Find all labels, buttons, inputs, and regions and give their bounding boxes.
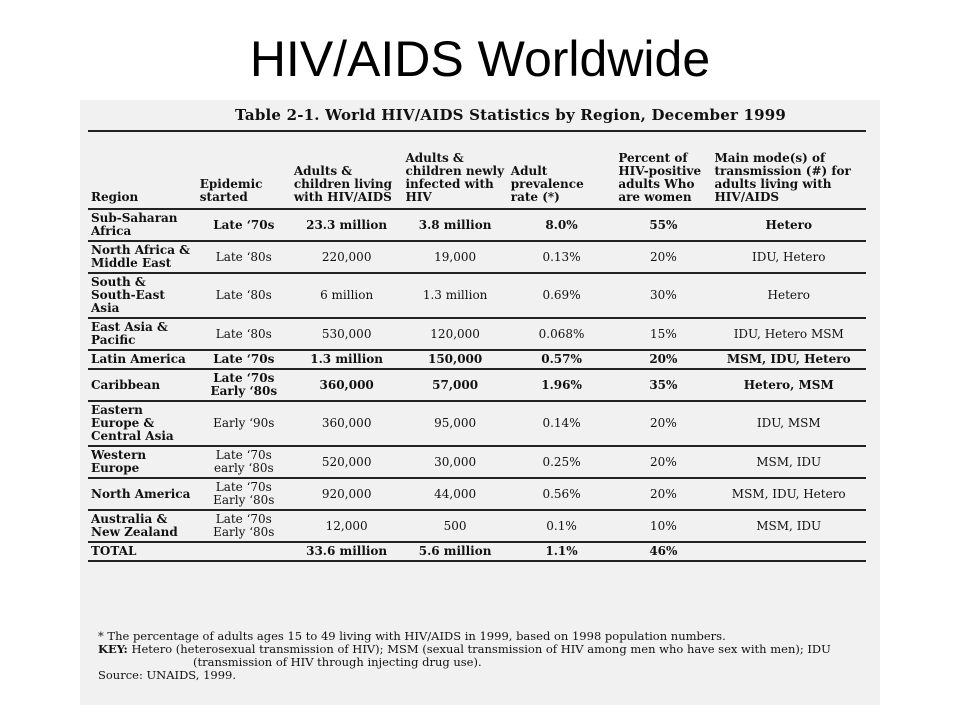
cell-prevalence: 0.1% — [508, 510, 616, 542]
table-row — [88, 273, 866, 318]
table-row — [88, 350, 866, 369]
cell-living: 530,000 — [291, 318, 403, 350]
header-percent-women: Percent of HIV-positive adults Who are women — [615, 131, 711, 209]
cell-women: 20% — [615, 241, 711, 273]
cell-mode: MSM, IDU, Hetero — [711, 478, 866, 510]
cell-started — [197, 542, 291, 561]
header-transmission-mode: Main mode(s) of transmission (#) for adults living with HIV/AIDS — [711, 131, 866, 209]
cell-new: 57,000 — [402, 369, 507, 401]
cell-living: 6 million — [291, 273, 403, 318]
cell-mode: IDU, MSM — [711, 401, 866, 446]
cell-new: 120,000 — [402, 318, 507, 350]
cell-living: 220,000 — [291, 241, 403, 273]
cell-living: 33.6 million — [291, 542, 403, 561]
key-text-continued: (transmission of HIV through injecting drug use). — [193, 655, 482, 669]
cell-women: 55% — [615, 209, 711, 241]
slide-title: HIV/AIDS Worldwide — [249, 31, 711, 87]
cell-women: 20% — [615, 446, 711, 478]
footnote: * The percentage of adults ages 15 to 49 living with HIV/AIDS in 1999, based on 1998 population numbers. — [98, 629, 726, 643]
header-region: Region — [88, 131, 197, 209]
table-row — [88, 369, 866, 401]
cell-region: Latin America — [88, 350, 197, 369]
cell-mode: Hetero, MSM — [711, 369, 866, 401]
cell-women: 10% — [615, 510, 711, 542]
cell-region: East Asia & Pacific — [88, 318, 197, 350]
table-row — [88, 446, 866, 478]
cell-women: 46% — [615, 542, 711, 561]
table-row — [88, 510, 866, 542]
cell-new: 5.6 million — [402, 542, 507, 561]
cell-prevalence: 1.1% — [508, 542, 616, 561]
cell-living: 360,000 — [291, 401, 403, 446]
table-caption: Table 2-1. World HIV/AIDS Statistics by Region, December 1999 — [235, 106, 787, 124]
cell-living: 360,000 — [291, 369, 403, 401]
header-prevalence-rate: Adult prevalence rate (*) — [508, 131, 616, 209]
cell-started: Late ‘80s — [197, 318, 291, 350]
cell-prevalence: 0.068% — [508, 318, 616, 350]
scanned-table-image — [80, 100, 880, 705]
cell-mode: Hetero — [711, 209, 866, 241]
cell-mode — [711, 542, 866, 561]
cell-new: 30,000 — [402, 446, 507, 478]
header-row — [88, 131, 866, 209]
header-living-with-hiv: Adults & children living with HIV/AIDS — [291, 131, 403, 209]
cell-new: 95,000 — [402, 401, 507, 446]
cell-started: Late ‘80s — [197, 273, 291, 318]
cell-region: North America — [88, 478, 197, 510]
cell-prevalence: 0.14% — [508, 401, 616, 446]
cell-started: Late ‘70s — [197, 350, 291, 369]
cell-region: Caribbean — [88, 369, 197, 401]
cell-region: Eastern Europe & Central Asia — [88, 401, 197, 446]
cell-mode: IDU, Hetero MSM — [711, 318, 866, 350]
cell-living: 920,000 — [291, 478, 403, 510]
cell-mode: MSM, IDU — [711, 446, 866, 478]
cell-started: Late ‘70s early ‘80s — [197, 446, 291, 478]
key-label: KEY: — [98, 642, 128, 656]
cell-women: 20% — [615, 350, 711, 369]
cell-living: 1.3 million — [291, 350, 403, 369]
cell-region: South & South-East Asia — [88, 273, 197, 318]
cell-prevalence: 8.0% — [508, 209, 616, 241]
cell-new: 150,000 — [402, 350, 507, 369]
total-row — [88, 542, 866, 561]
table-row — [88, 401, 866, 446]
table-row — [88, 318, 866, 350]
cell-women: 20% — [615, 478, 711, 510]
cell-new: 19,000 — [402, 241, 507, 273]
cell-women: 35% — [615, 369, 711, 401]
cell-region: Sub-Saharan Africa — [88, 209, 197, 241]
table-row — [88, 478, 866, 510]
table-row — [88, 241, 866, 273]
cell-new: 44,000 — [402, 478, 507, 510]
statistics-table — [88, 130, 866, 562]
cell-prevalence: 0.56% — [508, 478, 616, 510]
cell-women: 15% — [615, 318, 711, 350]
cell-living: 12,000 — [291, 510, 403, 542]
cell-started: Late ‘80s — [197, 241, 291, 273]
source-line: Source: UNAIDS, 1999. — [98, 668, 237, 682]
cell-started: Late ‘70s — [197, 209, 291, 241]
cell-new: 3.8 million — [402, 209, 507, 241]
cell-women: 30% — [615, 273, 711, 318]
cell-living: 23.3 million — [291, 209, 403, 241]
cell-mode: MSM, IDU, Hetero — [711, 350, 866, 369]
cell-mode: Hetero — [711, 273, 866, 318]
cell-prevalence: 0.25% — [508, 446, 616, 478]
cell-living: 520,000 — [291, 446, 403, 478]
cell-women: 20% — [615, 401, 711, 446]
header-epidemic-started: Epidemic started — [197, 131, 291, 209]
cell-region: TOTAL — [88, 542, 197, 561]
cell-new: 1.3 million — [402, 273, 507, 318]
cell-mode: IDU, Hetero — [711, 241, 866, 273]
key-text: Hetero (heterosexual transmission of HIV); MSM (sexual transmission of HIV among men who have sex with men); IDU — [131, 642, 831, 656]
cell-started: Late ‘70s Early ‘80s — [197, 369, 291, 401]
cell-region: Western Europe — [88, 446, 197, 478]
cell-prevalence: 0.13% — [508, 241, 616, 273]
cell-region: Australia & New Zealand — [88, 510, 197, 542]
cell-prevalence: 0.57% — [508, 350, 616, 369]
cell-prevalence: 1.96% — [508, 369, 616, 401]
cell-started: Early ‘90s — [197, 401, 291, 446]
table-notes — [98, 630, 868, 682]
cell-prevalence: 0.69% — [508, 273, 616, 318]
cell-mode: MSM, IDU — [711, 510, 866, 542]
cell-started: Late ‘70s Early ‘80s — [197, 510, 291, 542]
header-newly-infected: Adults & children newly infected with HIV — [402, 131, 507, 209]
cell-started: Late ‘70s Early ‘80s — [197, 478, 291, 510]
table-row — [88, 209, 866, 241]
cell-region: North Africa & Middle East — [88, 241, 197, 273]
cell-new: 500 — [402, 510, 507, 542]
